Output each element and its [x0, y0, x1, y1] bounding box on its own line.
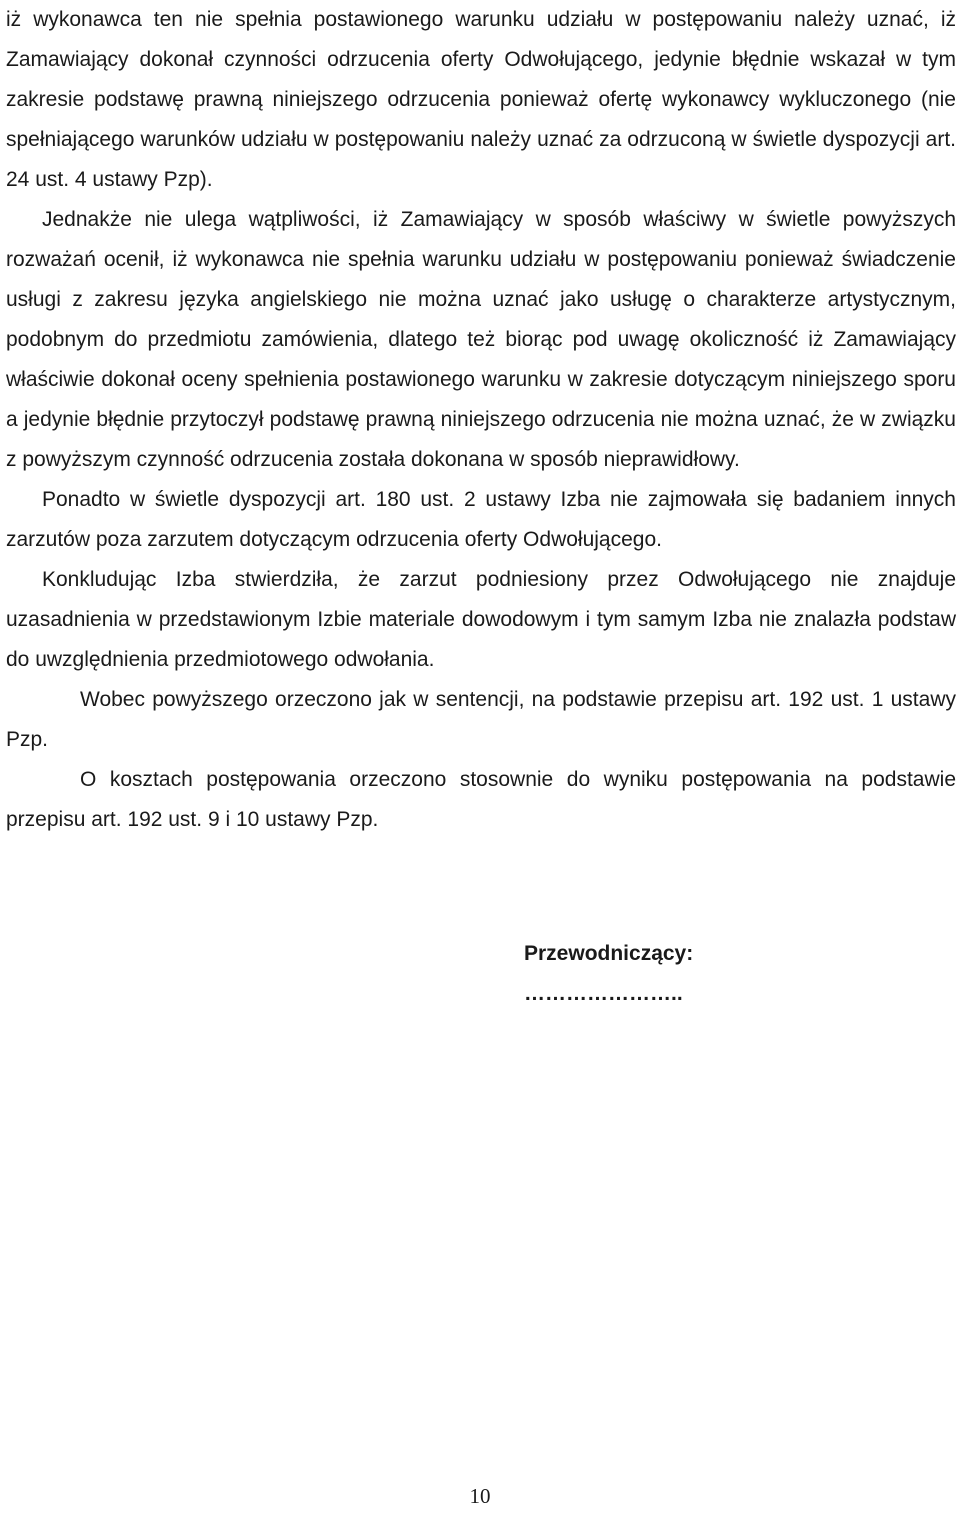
signature-block [524, 934, 693, 1014]
paragraph-jednakze: Jednakże nie ulega wątpliwości, iż Zamawiający w sposób właściwy w świetle powyższych rozważań ocenił, iż wykonawca nie spełnia warunku udziału w postępowaniu ponieważ świadczenie usługi z zakresu języka angielskiego nie można uznać jako usługę o charakterze artystycznym, podobnym do przedmiotu zamówienia, dlatego też biorąc pod uwagę okoliczność iż Zamawiający właściwie dokonał oceny spełnienia postawionego warunku w zakresie dotyczącym niniejszego sporu a jedynie błędnie przytoczył podstawę prawną niniejszego odrzucenia nie można uznać, że w związku z powyższym czynność odrzucenia została dokonana w sposób nieprawidłowy. [6, 208, 956, 471]
signature-dots: ………………….. [524, 982, 683, 1005]
paragraph-konkludujac: Konkludując Izba stwierdziła, że zarzut podniesiony przez Odwołującego nie znajduje uzasadnienia w przedstawionym Izbie materiale dowodowym i tym samym Izba nie znalazła podstaw do uwzględnienia przedmiotowego odwołania. [6, 568, 956, 671]
paragraph-koszty: O kosztach postępowania orzeczono stosownie do wyniku postępowania na podstawie przepisu art. 192 ust. 9 i 10 ustawy Pzp. [6, 768, 956, 831]
paragraph-ponadto: Ponadto w świetle dyspozycji art. 180 ust. 2 ustawy Izba nie zajmowała się badaniem innych zarzutów poza zarzutem dotyczącym odrzucenia oferty Odwołującego. [6, 488, 956, 551]
document-body [6, 0, 956, 840]
page-number: 10 [469, 1484, 491, 1508]
paragraph-continuation: iż wykonawca ten nie spełnia postawionego warunku udziału w postępowaniu należy uznać, iż Zamawiający dokonał czynności odrzucenia oferty Odwołującego, jedynie błędnie wskazał w tym zakresie podstawę prawną niniejszego odrzucenia ponieważ ofertę wykonawcy wykluczonego (nie spełniającego warunków udziału w postępowaniu należy uznać za odrzuconą w świetle dyspozycji art. 24 ust. 4 ustawy Pzp). [6, 8, 956, 191]
paragraph-wobec: Wobec powyższego orzeczono jak w sentencji, na podstawie przepisu art. 192 ust. 1 ustawy Pzp. [6, 688, 956, 751]
signature-label: Przewodniczący: [524, 942, 694, 965]
